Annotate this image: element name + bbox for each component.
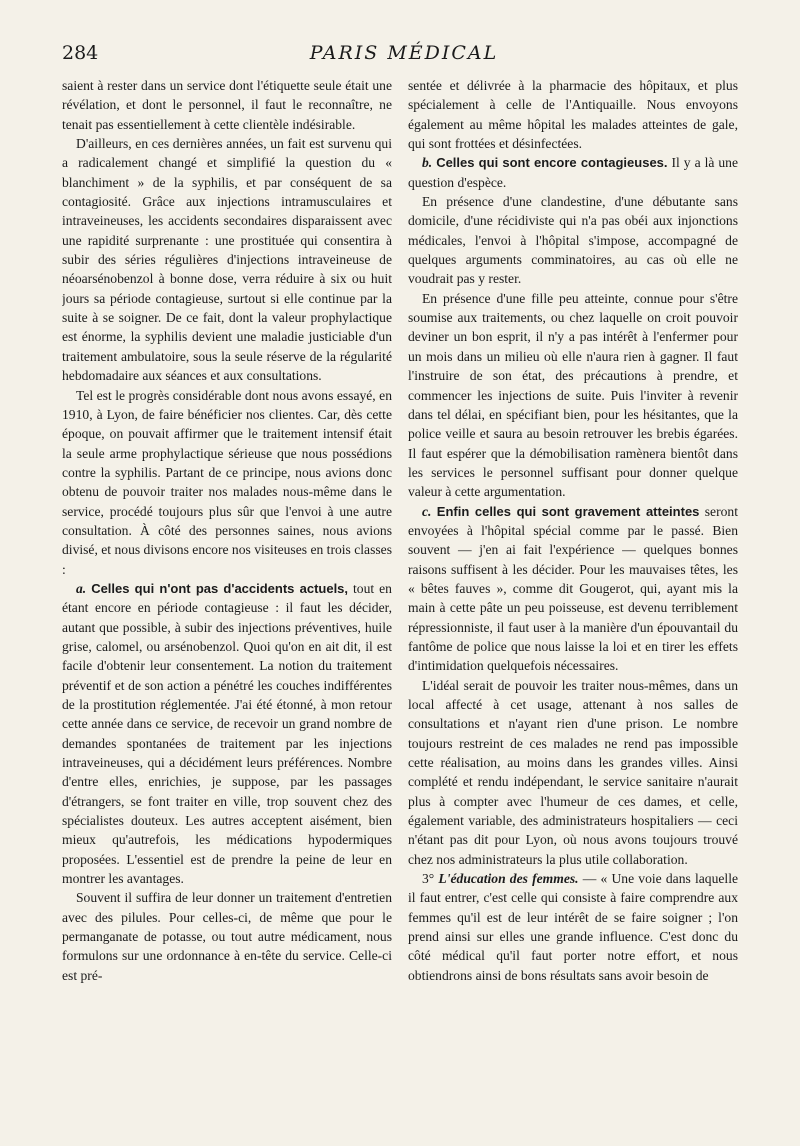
section-number: 3° [422, 871, 435, 887]
section-heading: Enfin celles qui sont gravement atteintes [436, 503, 700, 519]
paragraph: D'ailleurs, en ces dernières années, un fait est survenu qui a radicalement changé et simplifié la question du « blanchiment » de la syphilis, et par conséquent de sa contagiosité. Grâce aux injections intramusculaires et intraveineuses, les accidents secondaires disparaissent avec une rapidité surprenante : une prostituée qui consentira à subir des séries régulières d'injections intraveineuse de néoarsénobenzol à bonne dose, verra réduire à six ou huit jours sa période contagieuse, surtout si elle continue par la suite à se soigner. De ce fait, dont la valeur prophylactique est énorme, la syphilis devient une maladie justiciable d'un traitement ambulatoire, sous la seule réserve de la régularité hebdomadaire aux séances et aux consultations. [62, 136, 392, 384]
paragraph: L'idéal serait de pouvoir les traiter nous-mêmes, dans un local affecté à cet usage, attenant à nos salles de consultations et n'ayant rien d'une prison. Le nombre toujours restreint de ces malades ne rend pas impossible cette réalisation, au moins dans les grandes villes. Ainsi complété et rendu indépendant, le service sanitaire n'aurait plus à compter avec l'humeur de ces dames, et celle, également variable, des administrateurs hospitaliers — ceci n'étant pas dit pour Lyon, où nous avons toujours trouvé chez nos administrateurs la plus utile collaboration. [408, 677, 738, 867]
paragraph: sentée et délivrée à la pharmacie des hôpitaux, et plus spécialement à celle de l'Antiquaille. Nous envoyons également au même hôpital les malades atteintes de gale, qui sont frottées et désinfectées. [408, 78, 738, 152]
section-text: seront envoyées à l'hôpital spécial comme par le passé. Bien souvent — j'en ai fait l'expérience — quelques bonnes raisons suffisent à les décider. Pour les mauvaises têtes, les « bêtes fauves », comme dit Gougerot, qui, ayant mis la main à cette pâte un peu poisseuse, est devenu terriblement répressionniste, il faut user à la manière d'un épouvantail du fantôme de police que nous laisse la loi et en tirer les effets d'intimidation quelquefois nécessaires. [408, 503, 738, 674]
right-column [408, 76, 738, 1116]
section-letter: a. [76, 580, 87, 596]
section-text: Il y a là une question d'espèce. [408, 155, 738, 190]
section-3 [408, 869, 738, 985]
section-heading: Celles qui n'ont pas d'accidents actuels, [91, 580, 349, 596]
running-title: PARIS MÉDICAL [309, 42, 499, 64]
page-header [62, 40, 746, 74]
section-letter: b. [422, 155, 433, 171]
section-c [408, 502, 738, 676]
section-heading: L'éducation des femmes. [438, 871, 579, 887]
paragraph: saient à rester dans un service dont l'étiquette seule était une révélation, et dont le personnel, il faut le reconnaître, ne tenait pas essentiellement à cette clientèle indésirable. [62, 78, 392, 132]
section-a [62, 579, 392, 889]
section-letter: c. [422, 503, 432, 519]
paragraph: Souvent il suffira de leur donner un traitement d'entretien avec des pilules. Pour celles-ci, de même que pour le permanganate de potasse, ou tout autre médicament, nous formulons sur une ordonnance à en-tête du service. Celle-ci est pré- [62, 890, 392, 983]
paragraph: En présence d'une clandestine, d'une débutante sans domicile, d'une récidiviste qui n'a pas obéi aux injonctions médicales, l'envoi à l'hôpital s'impose, accompagné de quelques arguments comminatoires, au cas où elle ne voudrait pas y rester. [408, 194, 738, 287]
section-text: tout en étant encore en période contagieuse : il faut les décider, autant que possible, à subir des injections préventives, huile grise, calomel, ou arsénobenzol. Quoi qu'on en ait dit, il est facile d'obtenir leur consentement. La notion du traitement préventif et de son action a pénétré les couches indifférentes de la prostitution réglementée. J'ai été étonné, à mon retour cette année dans ce service, de recevoir un grand nombre de demandes spontanées de traitement par les injections intraveineuses, qui a décidément leurs préférences. Nombre d'entre elles, enrichies, je suppose, par les passages d'étrangers, se font traiter en ville, trop souvent chez des spécialistes douteux. Les autres acceptent aisément, bien mieux qu'autrefois, les médications hypodermiques proposées. L'essentiel est de prendre la peine de leur en montrer les avantages. [62, 580, 392, 887]
page-number: 284 [62, 42, 99, 64]
document-page [62, 40, 746, 1120]
section-heading: Celles qui sont encore contagieuses. [436, 155, 668, 171]
section-text: — « Une voie dans laquelle il faut entrer, c'est celle qui consiste à faire comprendre aux femmes qu'il est de leur intérêt de se faire soigner ; l'on prend ainsi sur elles une grande influence. C'est donc du côté médical qu'il faut porter notre effort, et nous obtiendrons ainsi de bons résultats sans avoir besoin de [408, 871, 738, 983]
section-b [408, 153, 738, 192]
text-columns [62, 76, 746, 1116]
paragraph: Tel est le progrès considérable dont nous avons essayé, en 1910, à Lyon, de faire bénéficier nos clientes. Car, dès cette époque, on pouvait affirmer que le traitement intensif était la seule arme prophylactique sérieuse que nous possédions contre la syphilis. Partant de ce principe, nous avions donc obtenu de pouvoir traiter nos malades nous-même dans le service, procédé toujours plus sûr que l'envoi à une autre consultation. À côté des personnes saines, nous avions divisé, et nous divisons encore nos visiteuses en trois classes : [62, 387, 392, 577]
paragraph: En présence d'une fille peu atteinte, connue pour s'être soumise aux traitements, ou chez laquelle on croit pouvoir deviner un bon esprit, il n'y a pas intérêt à l'enfermer pour un mois dans un milieu où elle n'aura rien à gagner. Il faut l'instruire de son état, des précautions à prendre, et commencer les injections de suite. Puis l'inviter à revenir dans tel délai, en spécifiant bien, pour les hésitantes, que la police veille et saura au besoin retrouver les brebis égarées. Il faut espérer que la démobilisation ramènera bientôt dans les services le personnel suffisant pour donner quelque valeur à cette argumentation. [408, 290, 738, 500]
left-column [62, 76, 392, 1116]
